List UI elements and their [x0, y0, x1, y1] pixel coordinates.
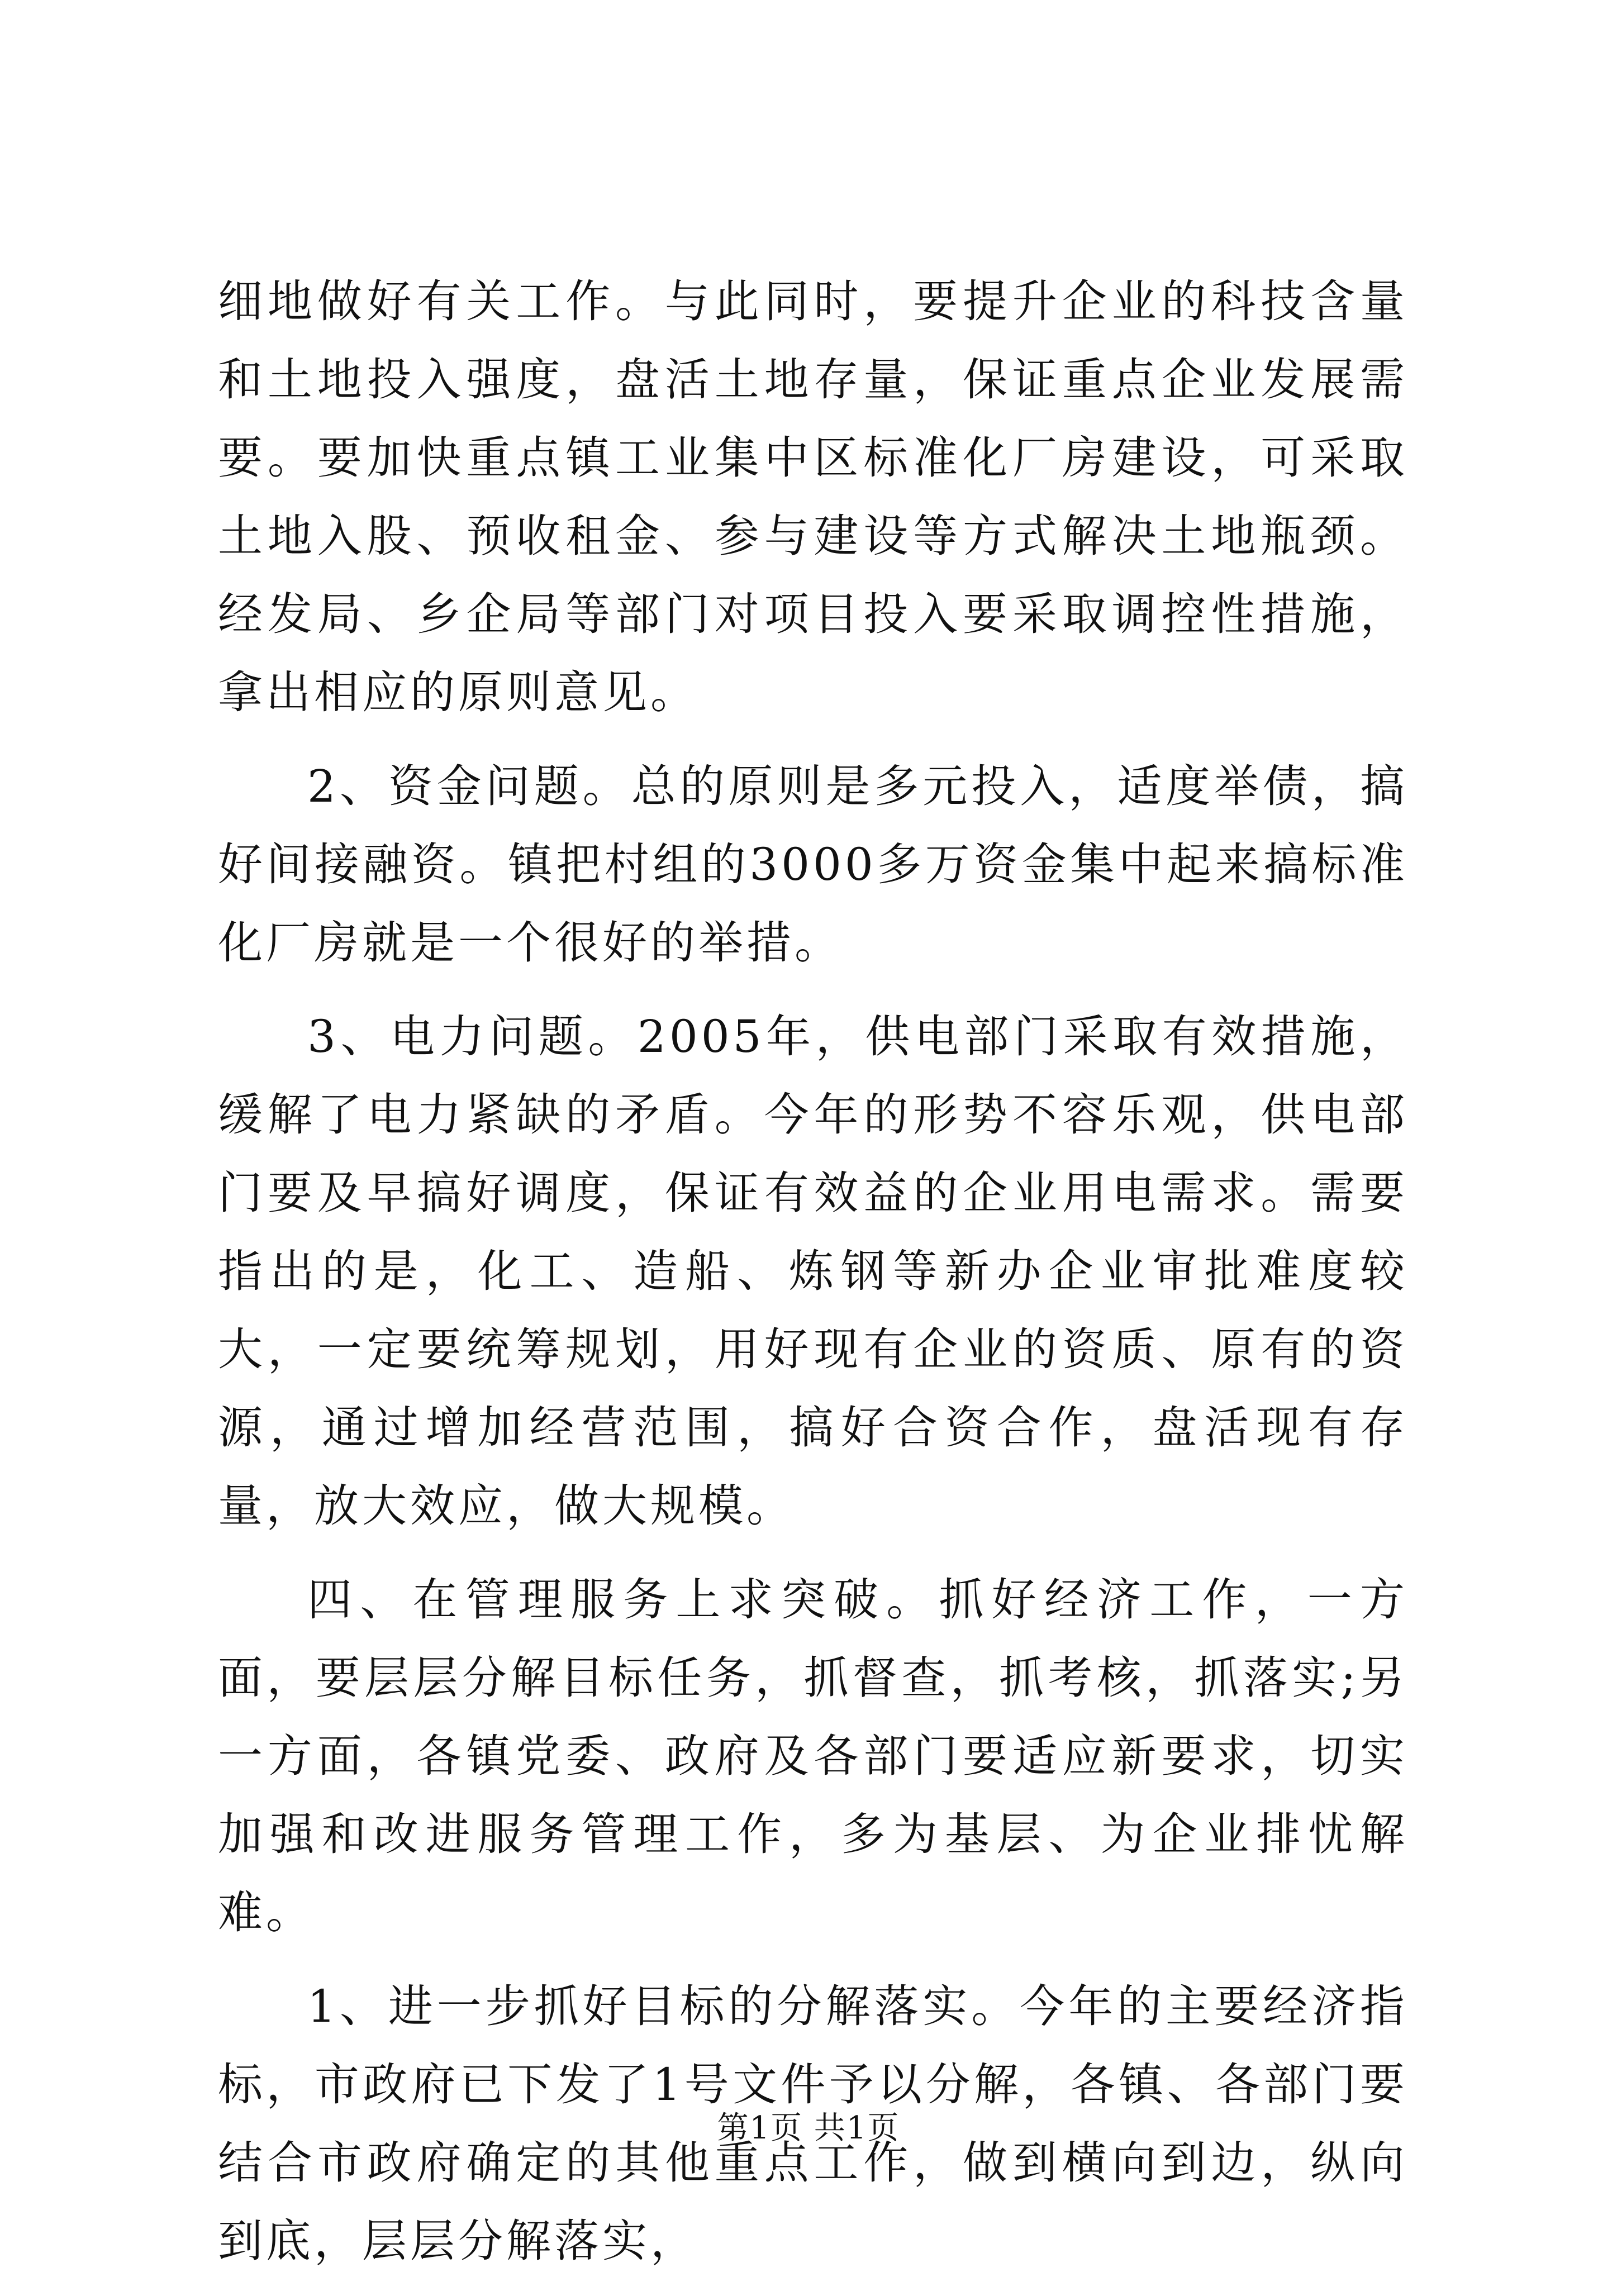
paragraph-funding-issue: 2、资金问题。总的原则是多元投入，适度举债，搞好间接融资。镇把村组的3000多万资金集中起来搞标准化厂房就是一个很好的举措。 — [218, 760, 1408, 969]
page-footer: 第1页 共1页 — [717, 2110, 900, 2146]
paragraph-target-breakdown: 1、进一步抓好目标的分解落实。今年的主要经济指标，市政府已下发了1号文件予以分解，各镇、各部门要结合市政府确定的其他重点工作，做到横向到边，纵向到底，层层分解落实， — [218, 1980, 1408, 2267]
document-body — [218, 263, 1408, 2296]
paragraph-continuation: 细地做好有关工作。与此同时，要提升企业的科技含量和土地投入强度，盘活土地存量，保证重点企业发展需要。要加快重点镇工业集中区标准化厂房建设，可采取土地入股、预收租金、参与建设等方式解决土地瓶颈。经发局、乡企局等部门对项目投入要采取调控性措施，拿出相应的原则意见。 — [218, 275, 1408, 718]
paragraph-power-issue: 3、电力问题。2005年，供电部门采取有效措施，缓解了电力紧缺的矛盾。今年的形势不容乐观，供电部门要及早搞好调度，保证有效益的企业用电需求。需要指出的是，化工、造船、炼钢等新办企业审批难度较大，一定要统筹规划，用好现有企业的资质、原有的资源，通过增加经营范围，搞好合资合作，盘活现有存量，放大效应，做大规模。 — [218, 1011, 1408, 1532]
paragraph-management-service: 四、在管理服务上求突破。抓好经济工作，一方面，要层层分解目标任务，抓督查，抓考核，抓落实;另一方面，各镇党委、政府及各部门要适应新要求，切实加强和改进服务管理工作，多为基层、为企业排忧解难。 — [218, 1574, 1408, 1938]
